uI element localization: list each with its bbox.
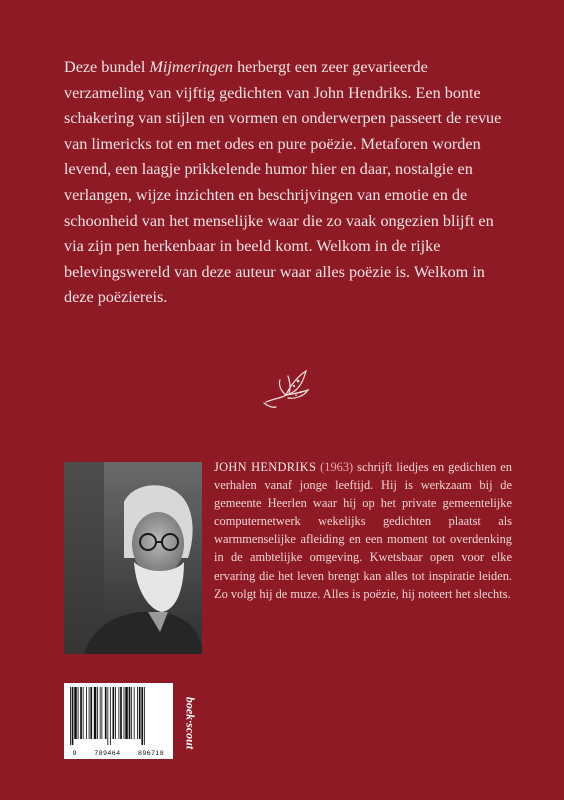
author-bio-text: schrijft liedjes en gedichten en verhalen vanaf jonge leeftijd. Hij is werkzaam bij de gemeente Heerlen waar hij op het private gemeentelijke computernetwerk wekelijks gedichten plaatst als warmmenselijke afleiding en een moment tot overdenking in de ambtelijke omgeving. Kwetsbaar open voor elke ervaring die het leven brengt kan alles tot inspiratie leiden. Zo volgt hij de muze. Alles is poëzie, hij noteert het slechts. [214, 460, 512, 601]
isbn-group-1: 789464 [94, 750, 121, 757]
barcode-bars [68, 687, 169, 745]
isbn-group-2: 896718 [138, 750, 165, 757]
publisher-logo [176, 683, 204, 763]
author-birth-year: (1963) [320, 460, 354, 474]
author-bio [214, 458, 512, 603]
isbn-barcode [64, 683, 173, 759]
book-title: Mijmeringen [149, 58, 234, 76]
blurb-text: herbergt een zeer gevarieerde verzameling van vijftig gedichten van John Hendriks. Een bonte schakering van stijlen en vormen en onderwerpen passeert de revue van limericks tot en met odes en pure poëzie. Metaforen worden levend, een laagje prikkelende humor hier en daar, nostalgie en verlangen, wijze inzichten en beschrijvingen van emotie en de schoonheid van het menselijke waar die zo vaak ongezien blijft en via zijn pen herkenbaar in beeld komt. Welkom in de rijke belevingswereld van deze auteur waar alles poëzie is. Welkom in deze poëziereis. [64, 58, 502, 307]
blurb-lead: Deze bundel [64, 58, 150, 76]
moth-illustration-icon [258, 368, 310, 412]
publisher-name: boek·scout [183, 696, 198, 750]
author-name: JOHN HENDRIKS [214, 460, 317, 474]
back-cover-blurb [64, 55, 510, 311]
author-photo [64, 462, 202, 654]
isbn-number [64, 750, 173, 757]
isbn-prefix: 9 [72, 750, 78, 757]
